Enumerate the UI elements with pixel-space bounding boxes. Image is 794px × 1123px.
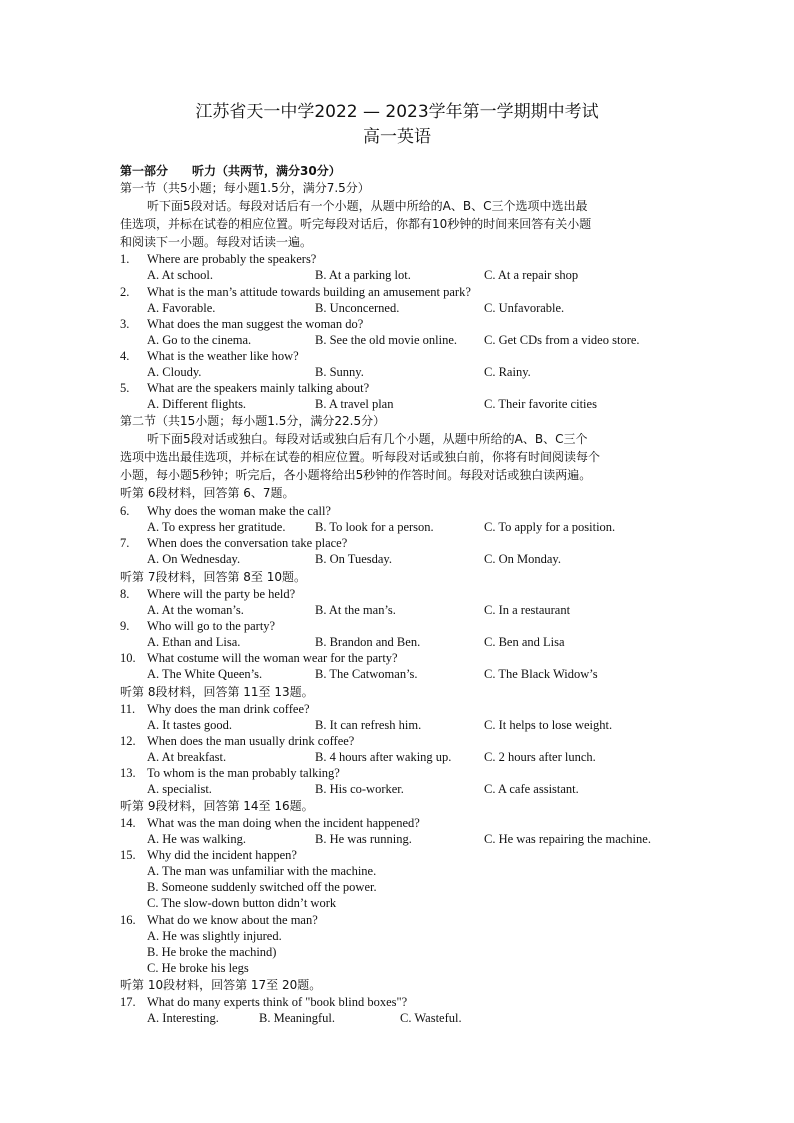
question-number: 1. [120,252,130,266]
question-stem: What costume will the woman wear for the party? [147,651,398,665]
question-stem: When does the conversation take place? [147,536,348,550]
option-a: A. Interesting. [147,1011,219,1025]
question-stem: Why did the incident happen? [147,848,297,862]
section1-instruction-line2: 佳选项，并标在试卷的相应位置。听完每段对话后，你都有10秒钟的时间来回答有关小题 [120,217,592,231]
option-b: B. His co-worker. [315,782,404,796]
option-b: B. At the man’s. [315,603,396,617]
question-number: 11. [120,702,136,716]
section2-instruction-line1: 听下面5段对话或独白。每段对话或独白后有几个小题，从题中所给的A、B、C三个 [147,432,588,446]
section1-instruction-line1: 听下面5段对话。每段对话后有一个小题，从题中所给的A、B、C三个选项中选出最 [147,199,588,213]
option-b: B. 4 hours after waking up. [315,750,452,764]
question-stem: Why does the woman make the call? [147,504,331,518]
question-number: 17. [120,995,136,1009]
question-number: 5. [120,381,130,395]
question-stem: What do many experts think of "book blind boxes"? [147,995,408,1009]
option-c: C. Their favorite cities [484,397,597,411]
exam-subtitle: 高一英语 [363,127,431,147]
material-7-note: 听第 7段材料，回答第 8至 10题。 [120,570,306,584]
option-c: C. On Monday. [484,552,561,566]
option-a: A. He was slightly injured. [147,929,282,943]
question-number: 7. [120,536,130,550]
material-8-note: 听第 8段材料，回答第 11至 13题。 [120,685,314,699]
option-b: B. On Tuesday. [315,552,392,566]
question-stem: What is the man’s attitude towards building an amusement park? [147,285,471,299]
material-10-note: 听第 10段材料，回答第 17至 20题。 [120,978,322,992]
option-a: A. Ethan and Lisa. [147,635,241,649]
question-stem: What does the man suggest the woman do? [147,317,364,331]
option-b: B. He broke the machind) [147,945,277,959]
option-a: A. At school. [147,268,213,282]
option-b: B. At a parking lot. [315,268,411,282]
option-c: C. He was repairing the machine. [484,832,651,846]
option-b: B. The Catwoman’s. [315,667,418,681]
question-number: 3. [120,317,130,331]
option-c: C. He broke his legs [147,961,249,975]
question-number: 10. [120,651,136,665]
option-c: C. The slow-down button didn’t work [147,896,337,910]
option-b: B. To look for a person. [315,520,434,534]
option-b: B. He was running. [315,832,412,846]
question-number: 16. [120,913,136,927]
question-number: 12. [120,734,136,748]
question-stem: To whom is the man probably talking? [147,766,340,780]
option-b: B. Sunny. [315,365,364,379]
option-b: B. Brandon and Ben. [315,635,421,649]
section1-instruction-line3: 和阅读下一小题。每段对话读一遍。 [120,235,313,249]
exam-title: 江苏省天一中学2022 — 2023学年第一学期期中考试 [195,102,599,122]
option-a: A. specialist. [147,782,212,796]
option-a: A. Go to the cinema. [147,333,252,347]
option-a: A. It tastes good. [147,718,233,732]
section1-heading: 第一节（共5小题；每小题1.5分，满分7.5分） [120,181,370,195]
part1-heading: 第一部分 听力（共两节，满分30分） [120,164,341,178]
question-number: 14. [120,816,136,830]
question-stem: What are the speakers mainly talking about? [147,381,370,395]
question-stem: What do we know about the man? [147,913,318,927]
option-c: C. Rainy. [484,365,531,379]
question-stem: Who will go to the party? [147,619,276,633]
material-9-note: 听第 9段材料，回答第 14至 16题。 [120,799,314,813]
question-stem: Where will the party be held? [147,587,296,601]
question-stem: Why does the man drink coffee? [147,702,310,716]
question-stem: What is the weather like how? [147,349,299,363]
question-number: 9. [120,619,130,633]
option-c: C. Get CDs from a video store. [484,333,640,347]
option-c: C. Ben and Lisa [484,635,565,649]
question-number: 15. [120,848,136,862]
option-a: A. To express her gratitude. [147,520,286,534]
option-b: B. Meaningful. [259,1011,336,1025]
option-c: C. Unfavorable. [484,301,565,315]
option-a: A. Cloudy. [147,365,202,379]
question-stem: What was the man doing when the incident happened? [147,816,420,830]
option-b: B. Someone suddenly switched off the power. [147,880,377,894]
option-a: A. The man was unfamiliar with the machine. [147,864,377,878]
option-c: C. Wasteful. [400,1011,462,1025]
section2-heading: 第二节（共15小题；每小题1.5分，满分22.5分） [120,414,386,428]
option-a: A. He was walking. [147,832,246,846]
question-number: 4. [120,349,130,363]
option-b: B. Unconcerned. [315,301,400,315]
option-b: B. See the old movie online. [315,333,457,347]
option-a: A. On Wednesday. [147,552,241,566]
option-b: B. A travel plan [315,397,394,411]
option-a: A. At the woman’s. [147,603,244,617]
question-stem: Where are probably the speakers? [147,252,317,266]
option-c: C. To apply for a position. [484,520,616,534]
question-stem: When does the man usually drink coffee? [147,734,355,748]
option-c: C. The Black Widow’s [484,667,598,681]
material-6-note: 听第 6段材料，回答第 6、7题。 [120,486,295,500]
option-c: C. In a restaurant [484,603,571,617]
option-c: C. It helps to lose weight. [484,718,613,732]
option-c: C. A cafe assistant. [484,782,579,796]
question-number: 13. [120,766,136,780]
option-a: A. Different flights. [147,397,247,411]
option-a: A. Favorable. [147,301,216,315]
section2-instruction-line3: 小题，每小题5秒钟；听完后，各小题将给出5秒钟的作答时间。每段对话或独白读两遍。 [120,468,592,482]
question-number: 8. [120,587,130,601]
option-a: A. At breakfast. [147,750,227,764]
option-a: A. The White Queen’s. [147,667,263,681]
question-number: 6. [120,504,130,518]
option-c: C. At a repair shop [484,268,579,282]
question-number: 2. [120,285,130,299]
section2-instruction-line2: 选项中选出最佳选项，并标在试卷的相应位置。听每段对话或独白前，你将有时间阅读每个 [120,450,601,464]
option-c: C. 2 hours after lunch. [484,750,596,764]
option-b: B. It can refresh him. [315,718,422,732]
